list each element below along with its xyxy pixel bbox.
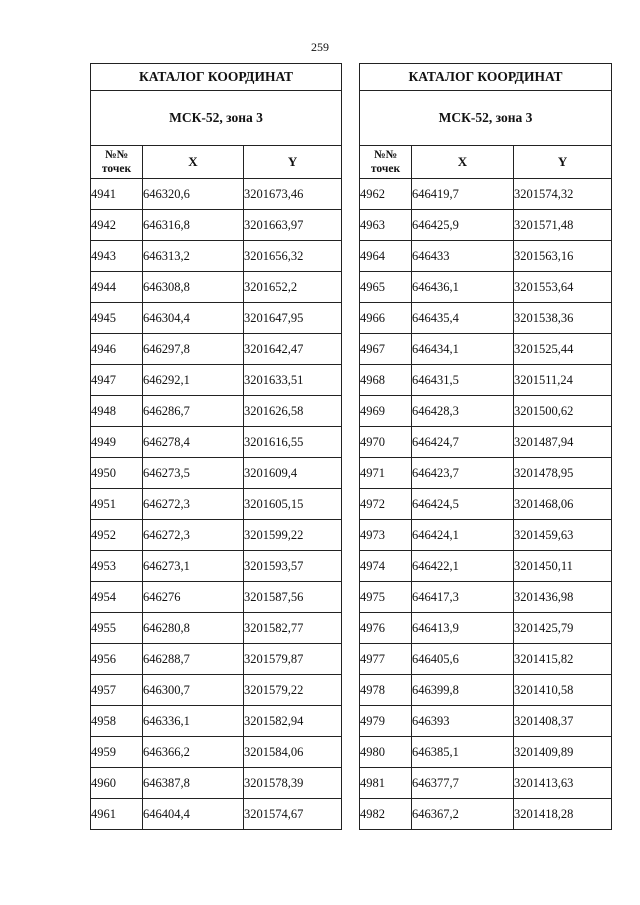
y-coordinate-cell: 3201410,58 xyxy=(514,675,612,706)
y-coordinate-cell: 3201593,57 xyxy=(244,551,342,582)
x-coordinate-cell: 646313,2 xyxy=(143,241,244,272)
x-coordinate-cell: 646377,7 xyxy=(412,768,514,799)
point-number-cell: 4965 xyxy=(360,272,412,303)
point-number-cell: 4973 xyxy=(360,520,412,551)
y-coordinate-cell: 3201599,22 xyxy=(244,520,342,551)
x-coordinate-cell: 646434,1 xyxy=(412,334,514,365)
y-coordinate-cell: 3201605,15 xyxy=(244,489,342,520)
point-number-cell: 4964 xyxy=(360,241,412,272)
y-coordinate-cell: 3201663,97 xyxy=(244,210,342,241)
y-coordinate-cell: 3201408,37 xyxy=(514,706,612,737)
x-coordinate-cell: 646399,8 xyxy=(412,675,514,706)
table-row xyxy=(360,272,612,303)
table-row xyxy=(360,799,612,830)
table-row xyxy=(360,706,612,737)
column-header-point-number: №№ точек xyxy=(360,146,412,179)
y-coordinate-cell: 3201626,58 xyxy=(244,396,342,427)
x-coordinate-cell: 646424,5 xyxy=(412,489,514,520)
point-number-cell: 4971 xyxy=(360,458,412,489)
x-coordinate-cell: 646425,9 xyxy=(412,210,514,241)
table-row xyxy=(91,241,342,272)
x-coordinate-cell: 646292,1 xyxy=(143,365,244,396)
table-row xyxy=(360,644,612,675)
table-row xyxy=(91,365,342,396)
y-coordinate-cell: 3201538,36 xyxy=(514,303,612,334)
point-number-cell: 4962 xyxy=(360,179,412,210)
y-coordinate-cell: 3201647,95 xyxy=(244,303,342,334)
column-header-y: Y xyxy=(244,146,342,179)
column-header-x: X xyxy=(143,146,244,179)
y-coordinate-cell: 3201642,47 xyxy=(244,334,342,365)
point-number-cell: 4949 xyxy=(91,427,143,458)
table-subtitle: МСК-52, зона 3 xyxy=(91,91,342,146)
y-coordinate-cell: 3201656,32 xyxy=(244,241,342,272)
point-number-cell: 4978 xyxy=(360,675,412,706)
point-number-cell: 4942 xyxy=(91,210,143,241)
x-coordinate-cell: 646436,1 xyxy=(412,272,514,303)
y-coordinate-cell: 3201478,95 xyxy=(514,458,612,489)
table-row xyxy=(360,334,612,365)
table-title: КАТАЛОГ КООРДИНАТ xyxy=(91,64,342,91)
y-coordinate-cell: 3201500,62 xyxy=(514,396,612,427)
x-coordinate-cell: 646273,1 xyxy=(143,551,244,582)
point-number-cell: 4948 xyxy=(91,396,143,427)
table-row xyxy=(91,768,342,799)
x-coordinate-cell: 646404,4 xyxy=(143,799,244,830)
x-coordinate-cell: 646304,4 xyxy=(143,303,244,334)
point-number-cell: 4960 xyxy=(91,768,143,799)
point-number-cell: 4974 xyxy=(360,551,412,582)
x-coordinate-cell: 646387,8 xyxy=(143,768,244,799)
table-row xyxy=(91,613,342,644)
table-subtitle: МСК-52, зона 3 xyxy=(360,91,612,146)
x-coordinate-cell: 646405,6 xyxy=(412,644,514,675)
table-row xyxy=(91,179,342,210)
table-row xyxy=(360,427,612,458)
column-header-x: X xyxy=(412,146,514,179)
point-number-cell: 4967 xyxy=(360,334,412,365)
y-coordinate-cell: 3201584,06 xyxy=(244,737,342,768)
table-row xyxy=(360,241,612,272)
x-coordinate-cell: 646280,8 xyxy=(143,613,244,644)
point-number-cell: 4977 xyxy=(360,644,412,675)
x-coordinate-cell: 646419,7 xyxy=(412,179,514,210)
point-number-cell: 4975 xyxy=(360,582,412,613)
x-coordinate-cell: 646286,7 xyxy=(143,396,244,427)
table-body xyxy=(360,179,612,830)
table-row xyxy=(360,210,612,241)
x-coordinate-cell: 646423,7 xyxy=(412,458,514,489)
column-header-y: Y xyxy=(514,146,612,179)
y-coordinate-cell: 3201436,98 xyxy=(514,582,612,613)
point-number-cell: 4946 xyxy=(91,334,143,365)
x-coordinate-cell: 646431,5 xyxy=(412,365,514,396)
y-coordinate-cell: 3201487,94 xyxy=(514,427,612,458)
y-coordinate-cell: 3201609,4 xyxy=(244,458,342,489)
page-number: 259 xyxy=(311,40,329,54)
point-number-cell: 4947 xyxy=(91,365,143,396)
table-row xyxy=(360,613,612,644)
table-row xyxy=(91,396,342,427)
table-row xyxy=(91,334,342,365)
table-row xyxy=(360,582,612,613)
x-coordinate-cell: 646413,9 xyxy=(412,613,514,644)
y-coordinate-cell: 3201459,63 xyxy=(514,520,612,551)
x-coordinate-cell: 646288,7 xyxy=(143,644,244,675)
x-coordinate-cell: 646276 xyxy=(143,582,244,613)
table-row xyxy=(91,737,342,768)
table-row xyxy=(91,644,342,675)
point-number-cell: 4970 xyxy=(360,427,412,458)
y-coordinate-cell: 3201511,24 xyxy=(514,365,612,396)
table-row xyxy=(360,675,612,706)
x-coordinate-cell: 646297,8 xyxy=(143,334,244,365)
table-row xyxy=(91,210,342,241)
table-row xyxy=(91,675,342,706)
y-coordinate-cell: 3201553,64 xyxy=(514,272,612,303)
y-coordinate-cell: 3201574,67 xyxy=(244,799,342,830)
y-coordinate-cell: 3201574,32 xyxy=(514,179,612,210)
x-coordinate-cell: 646367,2 xyxy=(412,799,514,830)
x-coordinate-cell: 646336,1 xyxy=(143,706,244,737)
point-number-cell: 4957 xyxy=(91,675,143,706)
x-coordinate-cell: 646316,8 xyxy=(143,210,244,241)
table-row xyxy=(360,737,612,768)
coordinates-table-right xyxy=(359,63,612,830)
point-number-cell: 4969 xyxy=(360,396,412,427)
y-coordinate-cell: 3201578,39 xyxy=(244,768,342,799)
y-coordinate-cell: 3201413,63 xyxy=(514,768,612,799)
table-row xyxy=(91,303,342,334)
point-number-cell: 4953 xyxy=(91,551,143,582)
point-number-cell: 4958 xyxy=(91,706,143,737)
y-coordinate-cell: 3201633,51 xyxy=(244,365,342,396)
point-number-cell: 4966 xyxy=(360,303,412,334)
table-row xyxy=(91,551,342,582)
point-number-cell: 4963 xyxy=(360,210,412,241)
table-title: КАТАЛОГ КООРДИНАТ xyxy=(360,64,612,91)
point-number-cell: 4981 xyxy=(360,768,412,799)
point-number-cell: 4955 xyxy=(91,613,143,644)
point-number-cell: 4944 xyxy=(91,272,143,303)
x-coordinate-cell: 646424,1 xyxy=(412,520,514,551)
y-coordinate-cell: 3201468,06 xyxy=(514,489,612,520)
y-coordinate-cell: 3201579,22 xyxy=(244,675,342,706)
point-number-cell: 4956 xyxy=(91,644,143,675)
y-coordinate-cell: 3201571,48 xyxy=(514,210,612,241)
point-number-cell: 4954 xyxy=(91,582,143,613)
y-coordinate-cell: 3201673,46 xyxy=(244,179,342,210)
y-coordinate-cell: 3201652,2 xyxy=(244,272,342,303)
table-row xyxy=(360,303,612,334)
y-coordinate-cell: 3201525,44 xyxy=(514,334,612,365)
y-coordinate-cell: 3201587,56 xyxy=(244,582,342,613)
x-coordinate-cell: 646435,4 xyxy=(412,303,514,334)
table-row xyxy=(91,520,342,551)
y-coordinate-cell: 3201450,11 xyxy=(514,551,612,582)
x-coordinate-cell: 646273,5 xyxy=(143,458,244,489)
y-coordinate-cell: 3201582,94 xyxy=(244,706,342,737)
point-number-cell: 4951 xyxy=(91,489,143,520)
y-coordinate-cell: 3201563,16 xyxy=(514,241,612,272)
point-number-cell: 4980 xyxy=(360,737,412,768)
point-number-cell: 4959 xyxy=(91,737,143,768)
point-number-cell: 4972 xyxy=(360,489,412,520)
table-row xyxy=(91,458,342,489)
coordinates-table-left xyxy=(90,63,342,830)
y-coordinate-cell: 3201579,87 xyxy=(244,644,342,675)
point-number-cell: 4961 xyxy=(91,799,143,830)
table-row xyxy=(360,768,612,799)
point-number-cell: 4943 xyxy=(91,241,143,272)
y-coordinate-cell: 3201616,55 xyxy=(244,427,342,458)
x-coordinate-cell: 646272,3 xyxy=(143,520,244,551)
point-number-cell: 4950 xyxy=(91,458,143,489)
table-row xyxy=(360,365,612,396)
x-coordinate-cell: 646433 xyxy=(412,241,514,272)
x-coordinate-cell: 646393 xyxy=(412,706,514,737)
table-row xyxy=(91,582,342,613)
y-coordinate-cell: 3201582,77 xyxy=(244,613,342,644)
x-coordinate-cell: 646417,3 xyxy=(412,582,514,613)
x-coordinate-cell: 646272,3 xyxy=(143,489,244,520)
table-row xyxy=(360,179,612,210)
point-number-cell: 4945 xyxy=(91,303,143,334)
point-number-cell: 4976 xyxy=(360,613,412,644)
y-coordinate-cell: 3201409,89 xyxy=(514,737,612,768)
table-row xyxy=(91,799,342,830)
table-row xyxy=(360,520,612,551)
table-row xyxy=(360,489,612,520)
point-number-cell: 4952 xyxy=(91,520,143,551)
point-number-cell: 4968 xyxy=(360,365,412,396)
x-coordinate-cell: 646320,6 xyxy=(143,179,244,210)
x-coordinate-cell: 646308,8 xyxy=(143,272,244,303)
x-coordinate-cell: 646300,7 xyxy=(143,675,244,706)
column-header-point-number: №№ точек xyxy=(91,146,143,179)
x-coordinate-cell: 646422,1 xyxy=(412,551,514,582)
table-row xyxy=(91,706,342,737)
table-row xyxy=(91,272,342,303)
x-coordinate-cell: 646366,2 xyxy=(143,737,244,768)
y-coordinate-cell: 3201415,82 xyxy=(514,644,612,675)
table-row xyxy=(91,489,342,520)
y-coordinate-cell: 3201418,28 xyxy=(514,799,612,830)
x-coordinate-cell: 646278,4 xyxy=(143,427,244,458)
table-body xyxy=(91,179,342,830)
x-coordinate-cell: 646424,7 xyxy=(412,427,514,458)
x-coordinate-cell: 646385,1 xyxy=(412,737,514,768)
point-number-cell: 4941 xyxy=(91,179,143,210)
table-row xyxy=(91,427,342,458)
x-coordinate-cell: 646428,3 xyxy=(412,396,514,427)
y-coordinate-cell: 3201425,79 xyxy=(514,613,612,644)
point-number-cell: 4982 xyxy=(360,799,412,830)
table-row xyxy=(360,396,612,427)
point-number-cell: 4979 xyxy=(360,706,412,737)
table-row xyxy=(360,458,612,489)
table-row xyxy=(360,551,612,582)
